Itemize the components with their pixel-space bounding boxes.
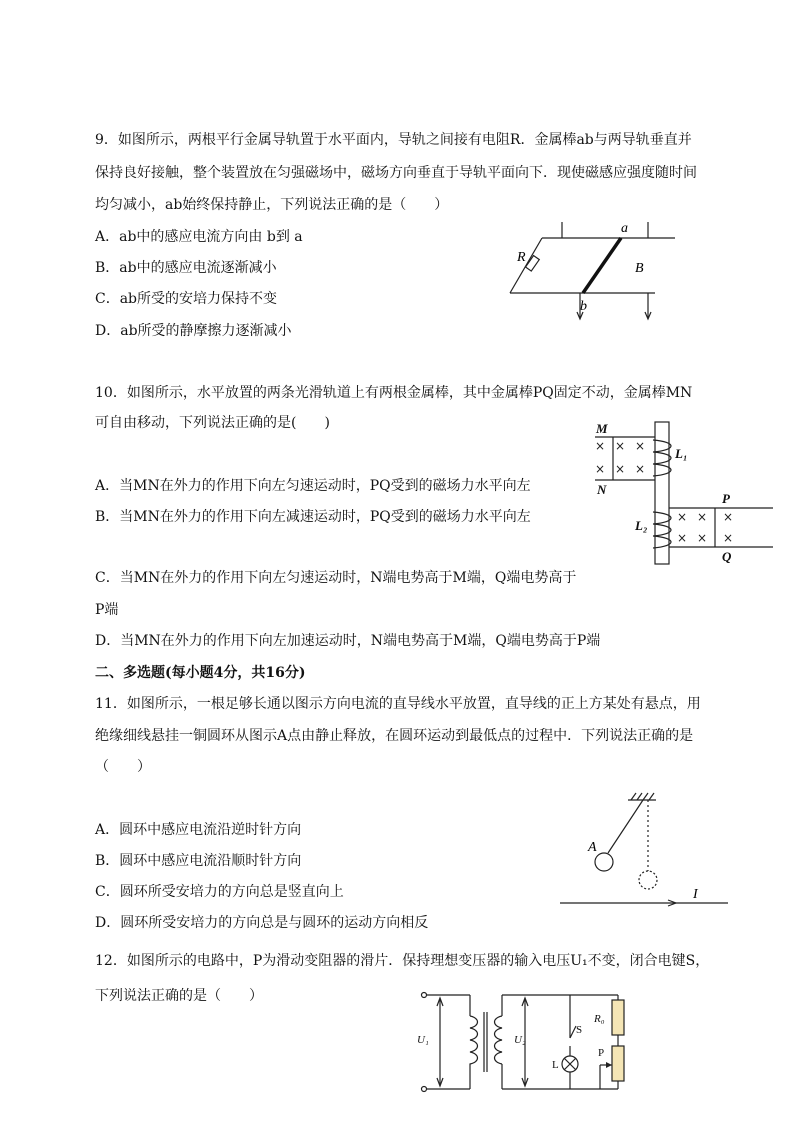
q11-option-c: C．圆环所受安培力的方向总是竖直向上: [95, 884, 344, 900]
q10-coil-figure: [585, 418, 780, 568]
q11-stem-line-3: （ ）: [95, 759, 151, 775]
q11-pendulum-figure: [558, 788, 733, 910]
q9-rail-figure: [505, 215, 680, 325]
label-b: b: [580, 299, 587, 314]
q9-option-a: A．ab中的感应电流方向由 b到 a: [95, 229, 303, 245]
slider-p: [606, 1062, 612, 1068]
metal-rod-ab: [583, 238, 621, 293]
q10-stem-line-2: 可自由移动，下列说法正确的是( ): [95, 415, 330, 431]
cross-mark: ×: [595, 462, 606, 476]
label-lamp: L: [552, 1059, 559, 1071]
cross-mark: ×: [697, 510, 708, 524]
label-a: a: [621, 221, 628, 236]
q11-option-d: D．圆环所受安培力的方向总是与圆环的运动方向相反: [95, 915, 429, 931]
label-b-field: B: [635, 261, 644, 276]
resistor-r0: [612, 1000, 624, 1035]
label-q: Q: [722, 549, 732, 564]
rheostat: [612, 1046, 624, 1081]
cross-mark: ×: [635, 439, 646, 453]
cross-mark: ×: [615, 462, 626, 476]
q11-stem-line-2: 绝缘细线悬挂一铜圆环从图示A点由静止释放，在圆环运动到最低点的过程中．下列说法正确的是: [95, 728, 694, 744]
label-l1: L₁: [675, 446, 688, 461]
q11-stem-line-1: 11．如图所示，一根足够长通以图示方向电流的直导线水平放置，直导线的正上方某处有悬点，用: [95, 696, 701, 712]
label-s: S: [576, 1024, 583, 1036]
q10-option-c-cont: P端: [95, 602, 119, 618]
cross-mark: ×: [595, 439, 606, 453]
label-l2: L₂: [635, 518, 648, 533]
cross-mark: ×: [615, 439, 626, 453]
cross-mark: ×: [723, 510, 734, 524]
cross-mark: ×: [677, 531, 688, 545]
cross-mark: ×: [697, 531, 708, 545]
q12-stem-line-1: 12．如图所示的电路中，P为滑动变阻器的滑片．保持理想变压器的输入电压U₁不变，闭合电键S，: [95, 953, 710, 969]
q10-option-a: A．当MN在外力的作用下向左匀速运动时，PQ受到的磁场力水平向左: [95, 478, 531, 494]
q12-circuit-figure: [410, 988, 632, 1096]
label-u1: U₁: [417, 1034, 429, 1046]
label-m: M: [596, 421, 608, 436]
label-p: P: [722, 491, 730, 506]
label-u2: U₂: [514, 1034, 526, 1046]
label-p-slider: P: [598, 1047, 605, 1059]
q9-option-b: B．ab中的感应电流逐渐减小: [95, 260, 277, 276]
q12-stem-line-2: 下列说法正确的是（ ）: [95, 988, 263, 1004]
q9-stem-line-1: 9．如图所示，两根平行金属导轨置于水平面内，导轨之间接有电阻R．金属棒ab与两导轨垂直并: [95, 132, 692, 148]
q11-option-b: B．圆环中感应电流沿顺时针方向: [95, 853, 302, 869]
q9-stem-line-2: 保持良好接触，整个装置放在匀强磁场中，磁场方向垂直于导轨平面向下．现使磁感应强度随时间: [95, 165, 697, 181]
cross-mark: ×: [723, 531, 734, 545]
label-n: N: [597, 482, 607, 497]
label-current-i: I: [693, 887, 698, 902]
label-a-point: A: [588, 840, 597, 855]
q10-option-c: C．当MN在外力的作用下向左匀速运动时，N端电势高于M端，Q端电势高于: [95, 570, 577, 586]
resistor-r: [526, 256, 540, 271]
q9-option-c: C．ab所受的安培力保持不变: [95, 291, 278, 307]
label-r: R: [517, 250, 526, 265]
q9-stem-line-3: 均匀减小，ab始终保持静止，下列说法正确的是（ ）: [95, 197, 449, 213]
q11-option-a: A．圆环中感应电流沿逆时针方向: [95, 822, 302, 838]
section-2-heading: 二、多选题(每小题4分，共16分): [95, 665, 306, 681]
q10-stem-line-1: 10．如图所示，水平放置的两条光滑轨道上有两根金属棒，其中金属棒PQ固定不动，金属棒MN: [95, 385, 693, 401]
label-r0: R₀: [594, 1013, 605, 1025]
q9-option-d: D．ab所受的静摩擦力逐渐减小: [95, 323, 292, 339]
cross-mark: ×: [677, 510, 688, 524]
q10-option-d: D．当MN在外力的作用下向左加速运动时，N端电势高于M端，Q端电势高于P端: [95, 633, 601, 649]
cross-mark: ×: [635, 462, 646, 476]
q10-option-b: B．当MN在外力的作用下向左减速运动时，PQ受到的磁场力水平向左: [95, 509, 531, 525]
